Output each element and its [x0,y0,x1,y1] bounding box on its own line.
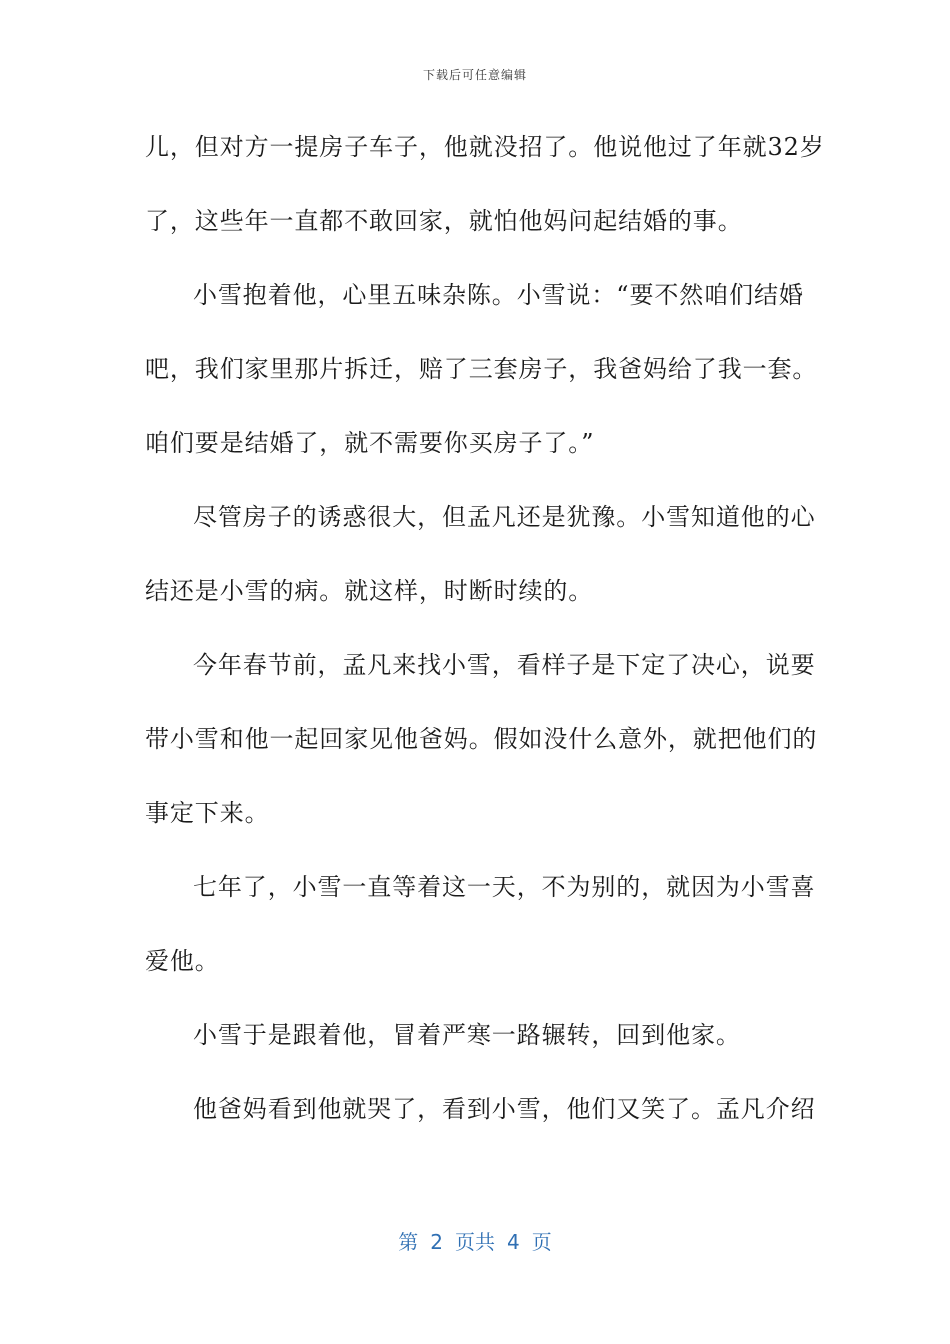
paragraph-start-line: 尽管房子的诱惑很大，但孟凡还是犹豫。小雪知道他的心 [193,503,816,531]
page-end-label: 页 [531,1230,552,1254]
text-line: 了，这些年一直都不敢回家，就怕他妈问起结婚的事。 [145,207,743,235]
page-label: 第 [398,1230,419,1254]
document-body [145,122,825,1158]
text-line: 儿，但对方一提房子车子，他就没招了。他说他过了年就32岁 [145,133,825,161]
paragraph-start-line: 他爸妈看到他就哭了，看到小雪，他们又笑了。孟凡介绍 [193,1095,816,1123]
page-of-label: 页共 [455,1230,495,1254]
text-line: 吧，我们家里那片拆迁，赔了三套房子，我爸妈给了我一套。 [145,355,818,383]
paragraph-start-line: 今年春节前，孟凡来找小雪，看样子是下定了决心，说要 [193,651,816,679]
text-line: 带小雪和他一起回家见他爸妈。假如没什么意外，就把他们的 [145,725,818,753]
paragraph-start-line: 七年了，小雪一直等着这一天，不为别的，就因为小雪喜 [193,873,816,901]
text-line: 结还是小雪的病。就这样，时断时续的。 [145,577,594,605]
text-line: 事定下来。 [145,799,270,827]
current-page-number: 2 [430,1230,443,1254]
text-line: 爱他。 [145,947,220,975]
paragraph-start-line: 小雪抱着他，心里五味杂陈。小雪说：“要不然咱们结婚 [193,281,804,309]
paragraph-start-line: 小雪于是跟着他，冒着严寒一路辗转，回到他家。 [193,1021,741,1049]
text-line: 咱们要是结婚了，就不需要你买房子了。” [145,429,595,457]
total-pages-number: 4 [507,1230,520,1254]
header-note: 下载后可任意编辑 [422,68,527,82]
page-number-footer [0,1226,950,1255]
